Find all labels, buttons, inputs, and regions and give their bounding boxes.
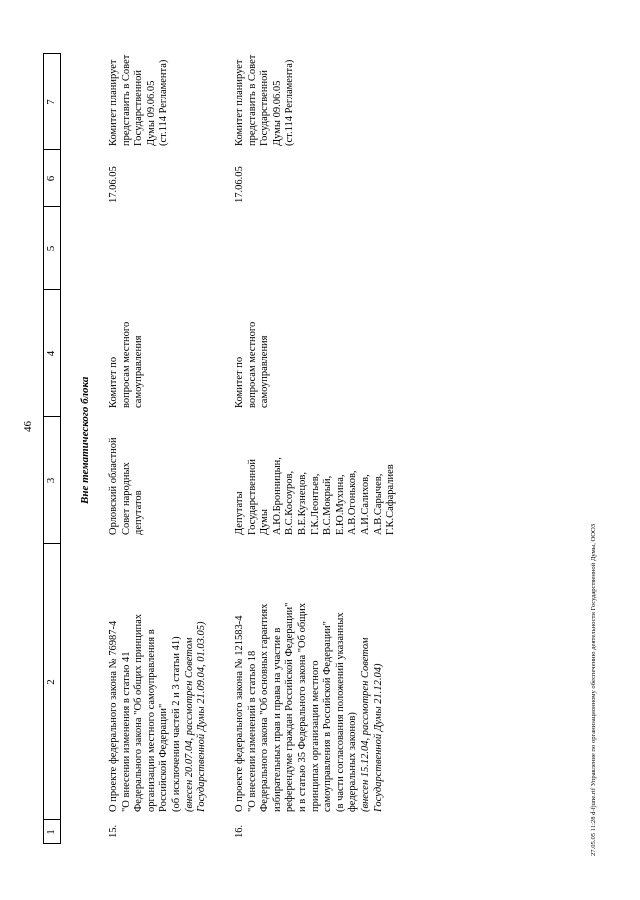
row-16-title: О проекте федерального закона № 121583-4 "О внесении изменений в статью 18 Федерального закона "Об основных гарантиях избирательных прав и права на участие в референдуме граждан Российской Федерации" и в статью 35 Федерального закона "Об общих принципах организации местного самоуправления в Российской Федерации" (в части согласования положений указанных федеральных законов)	[234, 602, 359, 812]
row-15-note: (внесен 20.07.04, рассмотрен Советом Государственной Думы 21.09.04, 01.03.05)	[183, 621, 208, 812]
header-row-border	[60, 54, 61, 844]
col-header-3: 3	[45, 477, 57, 484]
row-16-author: Депутаты Государственной Думы А.Ю.Бронницын, В.С.Косоуров, В.Е.Кузнецов, Г.К.Леонтьев, В.С.Мокрый, Е.Ю.Мухина, А.В.Огоньков, А.И.Салихов, А.В.Сарычев, Г.К.Сафаралиев	[234, 457, 397, 535]
row-16-date: 17.06.05	[234, 166, 245, 203]
col-header-5: 5	[45, 245, 57, 252]
row-16-title-block	[234, 542, 385, 812]
table-top-border	[43, 54, 44, 844]
row-15-author: Орловский областной Совет народных депутатов	[108, 437, 145, 535]
row-15-title-block	[108, 542, 209, 812]
col-header-1: 1	[45, 829, 57, 835]
row-15-remark: Комитет планирует представить в Совет Государственной Думы 09.06.05 (ст.114 Регламента)	[108, 54, 170, 146]
row-16-remark: Комитет планирует представить в Совет Государственной Думы 09.06.05 (ст.114 Регламента)	[234, 54, 296, 146]
col-header-4: 4	[45, 350, 57, 357]
row-16-note: (внесен 15.12.04, рассмотрен Советом Государственной Думы 21.12.04)	[359, 637, 384, 812]
section-title: Вне тематического блока	[79, 376, 91, 504]
col-header-2: 2	[45, 679, 57, 685]
page-number: 46	[22, 421, 34, 432]
row-15-number: 15.	[108, 824, 119, 838]
row-16-committee: Комитет по вопросам местного самоуправления	[234, 321, 271, 408]
row-15-title: О проекте федерального закона № 76987-4 "О внесении изменения в статью 41 Федерального закона "Об общих принципах организации местного самоуправления в Российской Федерации" (об исключении частей 2 и 3 статьи 41)	[108, 613, 182, 812]
row-15-date: 17.06.05	[108, 166, 119, 203]
row-16-number: 16.	[234, 824, 245, 838]
row-15-committee: Комитет по вопросам местного самоуправления	[108, 321, 145, 408]
col-header-6: 6	[45, 175, 57, 182]
footer-line: 27.05.05 11:28 d-fjune.rtf Управление по организационному обеспечению деятельности Государственной Думы, ОООЗ	[590, 523, 597, 856]
col-header-7: 7	[45, 99, 57, 105]
